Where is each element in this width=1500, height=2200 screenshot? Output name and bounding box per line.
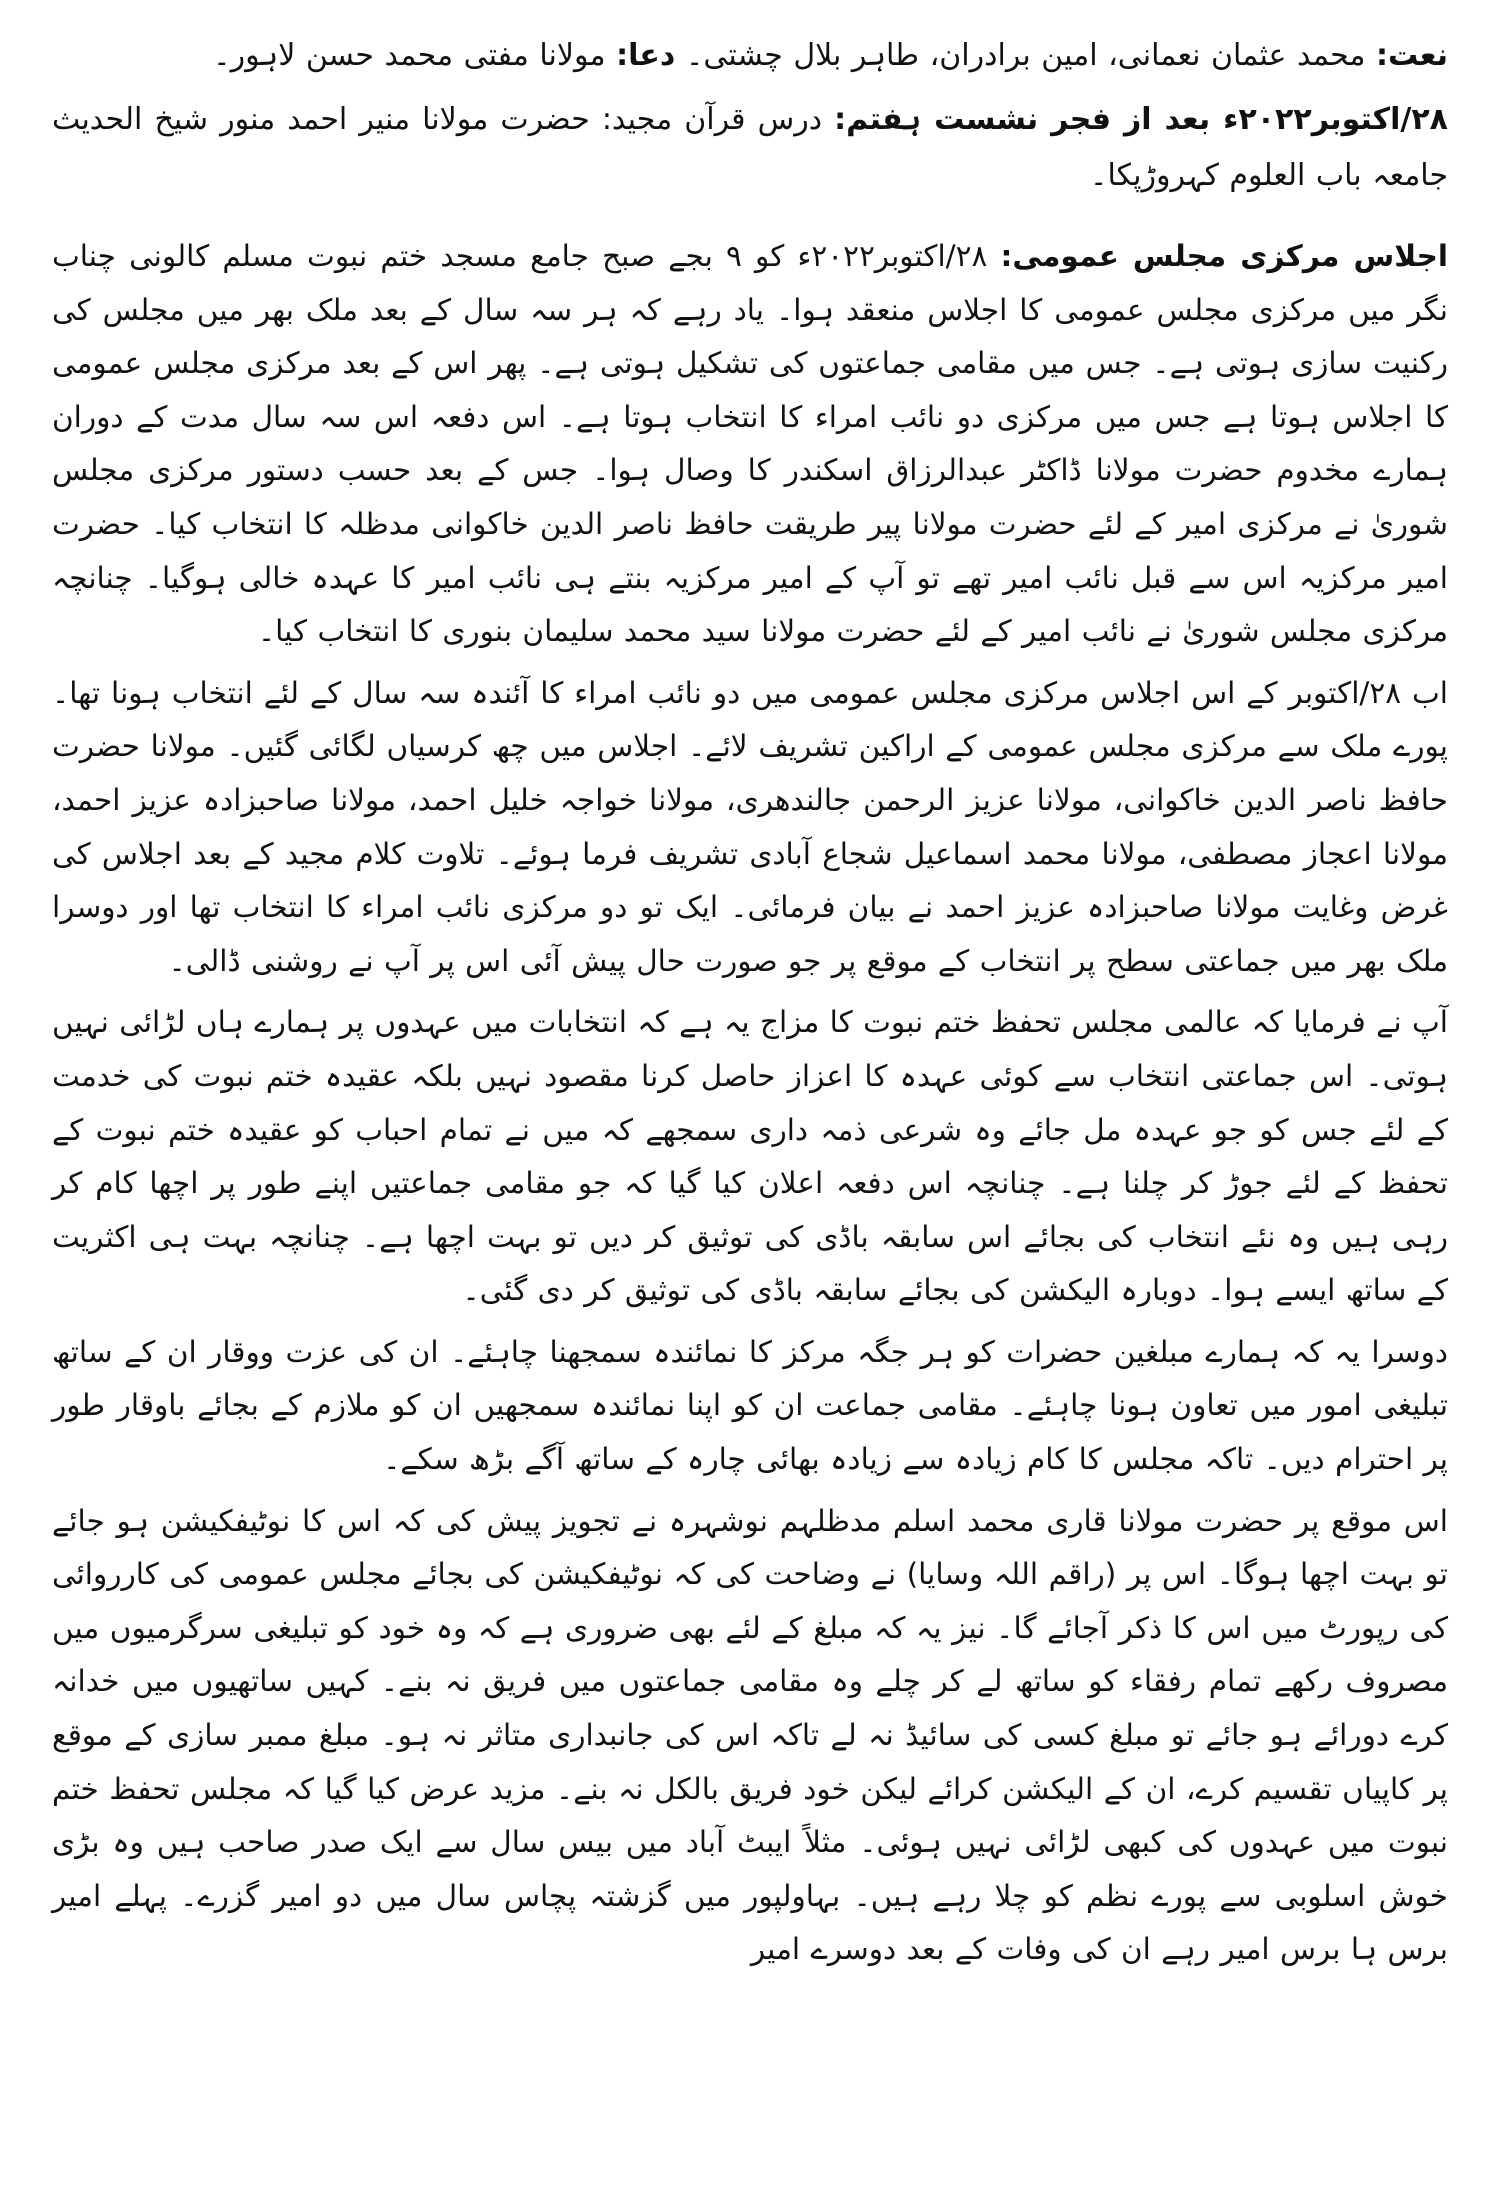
- paragraph-text: ۲۸/اکتوبر۲۰۲۲ء کو ۹ بجے صبح جامع مسجد ختم نبوت مسلم کالونی چناب نگر میں مرکزی مجلس عمومی کا اجلاس منعقد ہوا۔ یاد رہے کہ ہر سہ سال کے بعد ملک بھر میں مجلس کی رکنیت سازی ہوتی ہے۔ جس میں مقامی جماعتوں کی تشکیل ہوتی ہے۔ پھر اس کے بعد مرکزی مجلس عمومی کا اجلاس ہوتا ہے جس میں مرکزی دو نائب امراء کا انتخاب ہوتا ہے۔ اس دفعہ اس سہ سال مدت کے دوران ہمارے مخدوم حضرت مولانا ڈاکٹر عبدالرزاق اسکندر کا وصال ہوا۔ جس کے بعد حسب دستور مرکزی مجلس شوریٰ نے مرکزی امیر کے لئے حضرت مولانا پیر طریقت حافظ ناصر الدین خاکوانی مدظلہ کا انتخاب کیا۔ حضرت امیر مرکزیہ اس سے قبل نائب امیر تھے تو آپ کے امیر مرکزیہ بنتے ہی نائب امیر کا عہدہ خالی ہوگیا۔ چنانچہ مرکزی مجلس شوریٰ نے نائب امیر کے لئے حضرت مولانا سید محمد سلیمان بنوری کا انتخاب کیا۔: [52, 239, 1448, 649]
- dua-text: مولانا مفتی محمد حسن لاہور۔: [213, 38, 606, 73]
- dars-label: درس قرآن مجید:: [601, 102, 823, 137]
- paragraph: [52, 667, 1448, 989]
- dua-label: دعا:: [616, 38, 676, 73]
- paragraph: [52, 1495, 1448, 1977]
- article-body: [52, 28, 1448, 1977]
- session-date-heading: ۲۸/اکتوبر۲۰۲۲ء بعد از فجر نشست ہفتم:: [834, 102, 1448, 137]
- paragraph: [52, 996, 1448, 1318]
- naat-label: نعت:: [1376, 38, 1448, 73]
- paragraph: [52, 1326, 1448, 1487]
- naat-text: محمد عثمان نعمانی، امین برادران، طاہر بلال چشتی۔: [685, 38, 1366, 73]
- paragraph-text: اب ۲۸/اکتوبر کے اس اجلاس مرکزی مجلس عمومی میں دو نائب امراء کا آئندہ سہ سال کے لئے انتخاب ہونا تھا۔ پورے ملک سے مرکزی مجلس عمومی کے اراکین تشریف لائے۔ اجلاس میں چھ کرسیاں لگائی گئیں۔ مولانا حضرت حافظ ناصر الدین خاکوانی، مولانا عزیز الرحمن جالندھری، مولانا خواجہ خلیل احمد، مولانا صاحبزادہ عزیز احمد، مولانا اعجاز مصطفی، مولانا محمد اسماعیل شجاع آبادی تشریف فرما ہوئے۔ تلاوت کلام مجید کے بعد اجلاس کی غرض وغایت مولانا صاحبزادہ عزیز احمد نے بیان فرمائی۔ ایک تو دو مرکزی نائب امراء کا انتخاب تھا اور دوسرا ملک بھر میں جماعتی سطح پر انتخاب کے موقع پر جو صورت حال پیش آئی اس پر آپ نے روشنی ڈالی۔: [52, 675, 1448, 978]
- paragraph-text: اس موقع پر حضرت مولانا قاری محمد اسلم مدظلہم نوشہرہ نے تجویز پیش کی کہ اس کا نوٹیفکیشن ہو جائے تو بہت اچھا ہوگا۔ اس پر (راقم اللہ وسایا) نے وضاحت کی کہ نوٹیفکیشن کی بجائے مجلس عمومی کی کارروائی کی رپورٹ میں اس کا ذکر آجائے گا۔ نیز یہ کہ مبلغ کے لئے بھی ضروری ہے کہ وہ خود کو تبلیغی سرگرمیوں میں مصروف رکھے تمام رفقاء کو ساتھ لے کر چلے وہ مقامی جماعتوں میں فریق نہ بنے۔ کہیں ساتھیوں میں خدانہ کرے دورائے ہو جائے تو مبلغ کسی کی سائیڈ نہ لے تاکہ اس کی جانبداری متاثر نہ ہو۔ مبلغ ممبر سازی کے موقع پر کاپیاں تقسیم کرے، ان کے الیکشن کرائے لیکن خود فریق بالکل نہ بنے۔ مزید عرض کیا گیا کہ مجلس تحفظ ختم نبوت میں عہدوں کی کبھی لڑائی نہیں ہوئی۔ مثلاً ایبٹ آباد میں بیس سال سے ایک صدر صاحب ہیں وہ بڑی خوش اسلوبی سے پورے نظم کو چلا رہے ہیں۔ بہاولپور میں گزشتہ پچاس سال میں دو امیر گزرے۔ پہلے امیر برس ہا برس امیر رہے ان کی وفات کے بعد دوسرے امیر: [52, 1503, 1448, 1967]
- naat-dua-line: [52, 28, 1448, 84]
- paragraph-text: دوسرا یہ کہ ہمارے مبلغین حضرات کو ہر جگہ مرکز کا نمائندہ سمجھنا چاہئے۔ ان کی عزت ووقار ان کے ساتھ تبلیغی امور میں تعاون ہونا چاہئے۔ مقامی جماعت ان کو اپنا نمائندہ سمجھیں ان کو ملازم کے بجائے باوقار طور پر احترام دیں۔ تاکہ مجلس کا کام زیادہ سے زیادہ بھائی چارہ کے ساتھ آگے بڑھ سکے۔: [52, 1334, 1448, 1477]
- paragraph-text: آپ نے فرمایا کہ عالمی مجلس تحفظ ختم نبوت کا مزاج یہ ہے کہ انتخابات میں عہدوں پر ہمارے ہاں لڑائی نہیں ہوتی۔ اس جماعتی انتخاب سے کوئی عہدہ کا اعزاز حاصل کرنا مقصود نہیں بلکہ عقیدہ ختم نبوت کی خدمت کے لئے جس کو جو عہدہ مل جائے وہ شرعی ذمہ داری سمجھے کہ میں نے تمام احباب کو عقیدہ ختم نبوت کے تحفظ کے لئے جوڑ کر چلنا ہے۔ چنانچہ اس دفعہ اعلان کیا گیا کہ جو مقامی جماعتیں اپنے طور پر اچھا کام کر رہی ہیں وہ نئے انتخاب کی بجائے اس سابقہ باڈی کی توثیق کر دیں تو بہت اچھا ہے۔ چنانچہ بہت ہی اکثریت کے ساتھ ایسے ہوا۔ دوبارہ الیکشن کی بجائے سابقہ باڈی کی توثیق کر دی گئی۔: [52, 1005, 1448, 1308]
- session-line: [52, 92, 1448, 204]
- dars-text: حضرت مولانا منیر احمد منور شیخ الحدیث جامعہ باب العلوم کہروڑپکا۔: [52, 102, 1448, 193]
- section-heading: اجلاس مرکزی مجلس عمومی:: [1000, 239, 1449, 273]
- paragraph: [52, 230, 1448, 659]
